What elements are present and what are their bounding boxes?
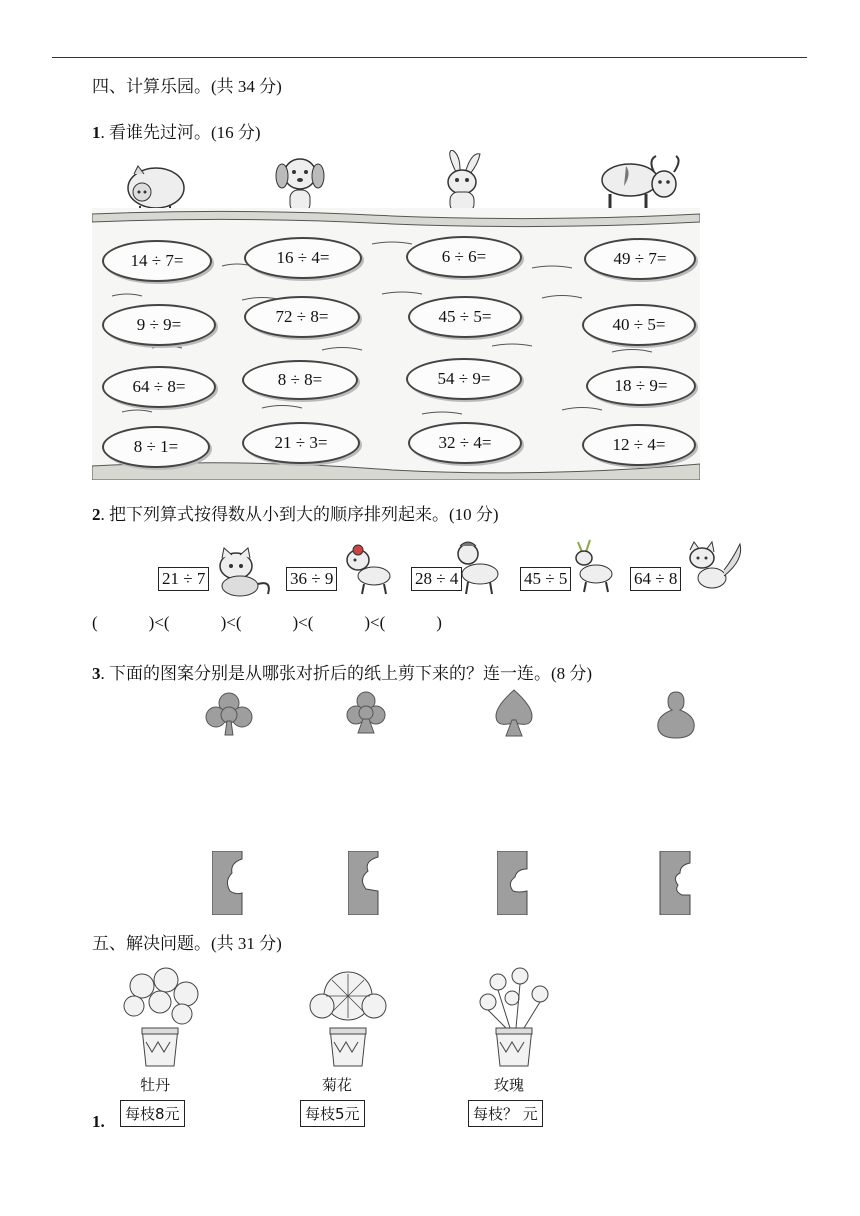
stone-3-3: 54 ÷ 9=: [406, 358, 522, 400]
price-box-rose: 每枝？ 元: [468, 1100, 543, 1127]
expression-box-5: 64 ÷ 8: [630, 567, 681, 591]
rose-pot-icon: [470, 966, 560, 1070]
stone-4-3: 32 ÷ 4=: [408, 422, 522, 464]
peony-pot-icon: [112, 966, 208, 1070]
folded-paper-1[interactable]: [212, 851, 246, 915]
section5-title: 五、解决问题。(共 31 分): [92, 934, 282, 953]
stone-1-2: 16 ÷ 4=: [244, 237, 362, 279]
price-box-peony: 每枝8元: [120, 1100, 185, 1127]
top-rule: [52, 57, 807, 58]
stone-2-1: 9 ÷ 9=: [102, 304, 216, 346]
order-answer-line[interactable]: ( )<( )<( )<( )<( ): [92, 613, 442, 632]
q3-text: . 下面的图案分别是从哪张对折后的纸上剪下来的？连一连。(8 分): [100, 664, 593, 683]
stone-1-3: 6 ÷ 6=: [406, 236, 522, 278]
folded-paper-3[interactable]: [497, 851, 531, 915]
stone-4-2: 21 ÷ 3=: [242, 422, 360, 464]
stone-4-4: 12 ÷ 4=: [582, 424, 696, 466]
folded-paper-4[interactable]: [658, 851, 694, 915]
dog-icon: [272, 152, 328, 216]
horse-icon: [450, 540, 506, 596]
flower-name-peony: 牡丹: [140, 1076, 171, 1094]
puppy-icon: [340, 544, 398, 596]
q1-text: . 看谁先过河。(16 分): [100, 123, 261, 142]
q1-number: 1: [92, 123, 101, 142]
stone-2-4: 40 ÷ 5=: [582, 304, 696, 346]
clover-icon[interactable]: [203, 691, 255, 737]
cat-icon: [210, 546, 274, 600]
expression-box-1: 21 ÷ 7: [158, 567, 209, 591]
ox-icon: [598, 150, 682, 214]
deer-icon: [568, 538, 618, 594]
stone-4-1: 8 ÷ 1=: [102, 426, 210, 468]
q3-heading: [92, 659, 592, 684]
section4-title: 四、计算乐园。(共 34 分): [92, 77, 282, 96]
stone-2-2: 72 ÷ 8=: [244, 296, 360, 338]
folded-paper-2[interactable]: [348, 851, 380, 915]
flower-name-rose: 玫瑰: [494, 1076, 525, 1094]
price-box-chrysanthemum: 每枝5元: [300, 1100, 365, 1127]
s5-q1-number: 1.: [92, 1112, 105, 1131]
q2-text: . 把下列算式按得数从小到大的顺序排列起来。(10 分): [100, 505, 499, 524]
rabbit-icon: [432, 150, 492, 216]
stone-3-2: 8 ÷ 8=: [242, 360, 358, 400]
expression-box-3: 28 ÷ 4: [411, 567, 462, 591]
gourd-icon[interactable]: [654, 690, 698, 740]
club-icon[interactable]: [346, 691, 386, 737]
river: [92, 208, 700, 480]
flower-name-chrysanthemum: 菊花: [322, 1076, 353, 1094]
stone-3-1: 64 ÷ 8=: [102, 366, 216, 408]
q2-heading: [92, 500, 499, 525]
chrysanthemum-pot-icon: [300, 966, 396, 1070]
q3-number: 3: [92, 664, 101, 683]
expression-box-2: 36 ÷ 9: [286, 567, 337, 591]
stone-2-3: 45 ÷ 5=: [408, 296, 522, 338]
expression-box-4: 45 ÷ 5: [520, 567, 571, 591]
spade-icon[interactable]: [492, 688, 536, 738]
fox-icon: [684, 540, 746, 596]
stone-1-1: 14 ÷ 7=: [102, 240, 212, 282]
stone-3-4: 18 ÷ 9=: [586, 366, 696, 406]
stone-1-4: 49 ÷ 7=: [584, 238, 696, 280]
q2-number: 2: [92, 505, 101, 524]
q1-heading: [92, 118, 261, 143]
